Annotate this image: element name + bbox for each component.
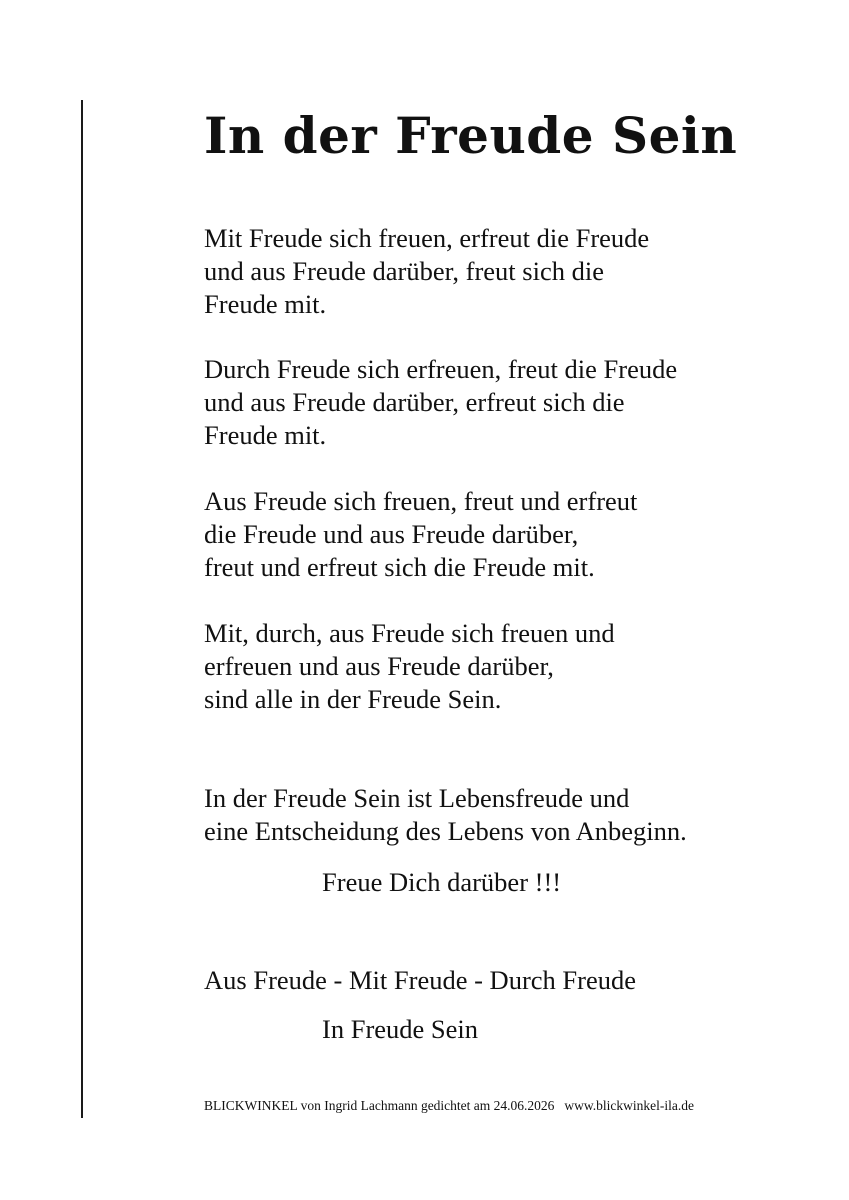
footer bbox=[204, 1097, 694, 1115]
stanza-line: Mit, durch, aus Freude sich freuen und bbox=[204, 618, 615, 648]
poem-title: In der Freude Sein bbox=[204, 106, 738, 165]
stanza-line: freut und erfreut sich die Freude mit. bbox=[204, 552, 595, 582]
stanza-line: sind alle in der Freude Sein. bbox=[204, 684, 502, 714]
stanza-line: In der Freude Sein ist Lebensfreude und bbox=[204, 783, 630, 813]
exclamation-line: Freue Dich darüber !!! bbox=[322, 867, 562, 897]
stanza-2 bbox=[204, 353, 677, 452]
stanza-line: Durch Freude sich erfreuen, freut die Freude bbox=[204, 354, 678, 384]
stanza-line: und aus Freude darüber, erfreut sich die bbox=[204, 387, 625, 417]
stanza-5 bbox=[204, 782, 687, 848]
stanza-line: Mit Freude sich freuen, erfreut die Freude bbox=[204, 223, 650, 253]
stanza-line: eine Entscheidung des Lebens von Anbeginn. bbox=[204, 816, 687, 846]
stanza-1 bbox=[204, 222, 649, 321]
stanza-3 bbox=[204, 485, 637, 584]
stanza-line: und aus Freude darüber, freut sich die bbox=[204, 256, 604, 286]
left-margin-rule bbox=[81, 100, 83, 1118]
stanza-line: Aus Freude sich freuen, freut und erfreut bbox=[204, 486, 638, 516]
stanza-line: die Freude und aus Freude darüber, bbox=[204, 519, 579, 549]
closing-final-line: In Freude Sein bbox=[322, 1014, 479, 1044]
footer-credit: BLICKWINKEL von Ingrid Lachmann gedichtet am 24.06.2026 bbox=[204, 1098, 555, 1113]
stanza-line: erfreuen und aus Freude darüber, bbox=[204, 651, 554, 681]
footer-website: www.blickwinkel-ila.de bbox=[564, 1098, 695, 1113]
stanza-4 bbox=[204, 617, 615, 716]
stanza-line: Freude mit. bbox=[204, 420, 327, 450]
stanza-line: Freude mit. bbox=[204, 289, 327, 319]
closing-line: Aus Freude - Mit Freude - Durch Freude bbox=[204, 965, 636, 995]
